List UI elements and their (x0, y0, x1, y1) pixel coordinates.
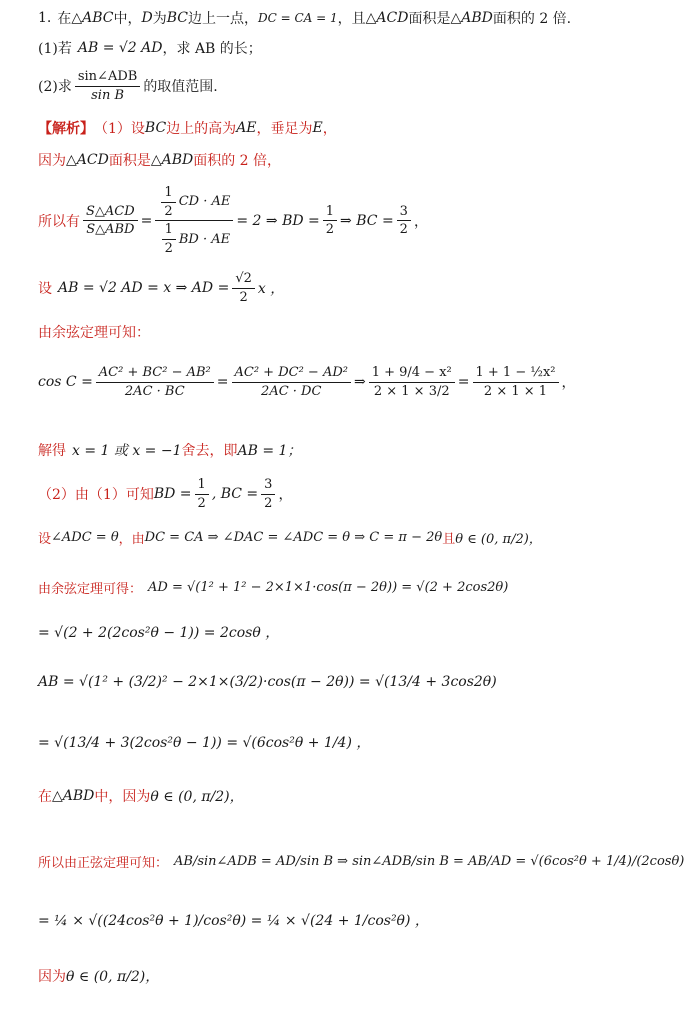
solution-line-16: = ¼ × √((24cos²θ + 1)/cos²θ) = ¼ × √(24 + 1/cos²θ) ， (38, 913, 429, 929)
problem-line-1: 1. 在 △ABC 中， D 为 BC 边上一点， DC = CA = 1 ，且 △ACD 面积是 △ABD 面积的 2 倍. (38, 10, 572, 27)
solution-line-15: 所以由正弦定理可知： AB/sin∠ADB = AD/sin B ⇒ sin∠ADB/sin B = AB/AD = √(6cos²θ + 1/4)/(2cosθ) (38, 854, 685, 871)
solution-line-4: 设 AB = √2 AD = x ⇒ AD = $\frac{√2}{2}$ x ， (38, 271, 285, 305)
solution-line-8: （2）由（1）可知 BD = $\frac{1}{2}$ , BC = $\frac{3}{2}$ ， (38, 477, 293, 511)
solution-line-7: 解得 x = 1 或 x = −1 舍去，即 AB = 1； (38, 443, 302, 459)
problem-part-2: (2)求 $\frac{\text{sin∠ADB}}{\text{sin B}}$ 的取值范围. (38, 69, 218, 103)
solution-line-3: 所以有 $\frac{\text{S△ACD}}{\text{S△ABD}}$ = $\frac{1}{2}$ CD · AE $\frac{1}{2}$ BD · AE = 2 ⇒ BD = $\frac{1}{2}$ ⇒ BC = $\frac{3}{2}$ ， (38, 185, 428, 256)
solution-line-2: 因为 △ACD 面积是 △ABD 面积的 2 倍， (38, 152, 282, 169)
solution-line-13: = √(13/4 + 3(2cos²θ − 1)) = √(6cos²θ + 1/4) ， (38, 735, 371, 751)
compound-fraction: $\frac{1}{2}$ CD · AE $\frac{1}{2}$ BD · AE (155, 186, 233, 256)
solution-line-6: cos C = $\frac{\text{AC² + BC² − AB²}}{2AC \cdot BC}$ = $\frac{\text{AC² + DC² − AD²}}{2AC \cdot DC}$ ⇒ $\frac{\text{1 + 9/4 − x²}}{2 \times 1 \times 3/2}$ = $\frac{\text{1 + 1 − ½x²}}{2 \times 1 \times 1}$ ， (38, 365, 576, 399)
solution-line-1: 【解析】 （1）设 BC 边上的高为 AE ，垂足为 E ， (38, 120, 337, 137)
solution-line-17: 因为 θ ∈ (0, π/2)， (38, 969, 160, 985)
solution-line-14: 在 △ABD 中，因为 θ ∈ (0, π/2)， (38, 788, 244, 805)
area-ratio: $\frac{\text{S△ACD}}{\text{S△ABD}}$ (83, 205, 138, 237)
fraction: $\frac{\text{sin∠ADB}}{\text{sin B}}$ (75, 70, 140, 102)
solution-tag: 【解析】 (38, 121, 94, 137)
solution-line-5: 由余弦定理可知： (38, 325, 150, 341)
solution-line-10: 由余弦定理可得： AD = √(1² + 1² − 2×1×1·cos(π − 2θ)) = √(2 + 2cos2θ) (38, 580, 509, 597)
solution-line-9: 设 ∠ADC = θ ，由 DC = CA ⇒ ∠DAC = ∠ADC = θ ⇒ C = π − 2θ 且 θ ∈ (0, π/2)， (38, 530, 542, 547)
solution-line-12: AB = √(1² + (3/2)² − 2×1×(3/2)·cos(π − 2θ)) = √(13/4 + 3cos2θ) (38, 674, 497, 690)
solution-line-11: = √(2 + 2(2cos²θ − 1)) = 2cosθ ， (38, 625, 280, 641)
problem-part-1: (1)若 AB = √2 AD ，求 AB 的长； (38, 40, 262, 57)
